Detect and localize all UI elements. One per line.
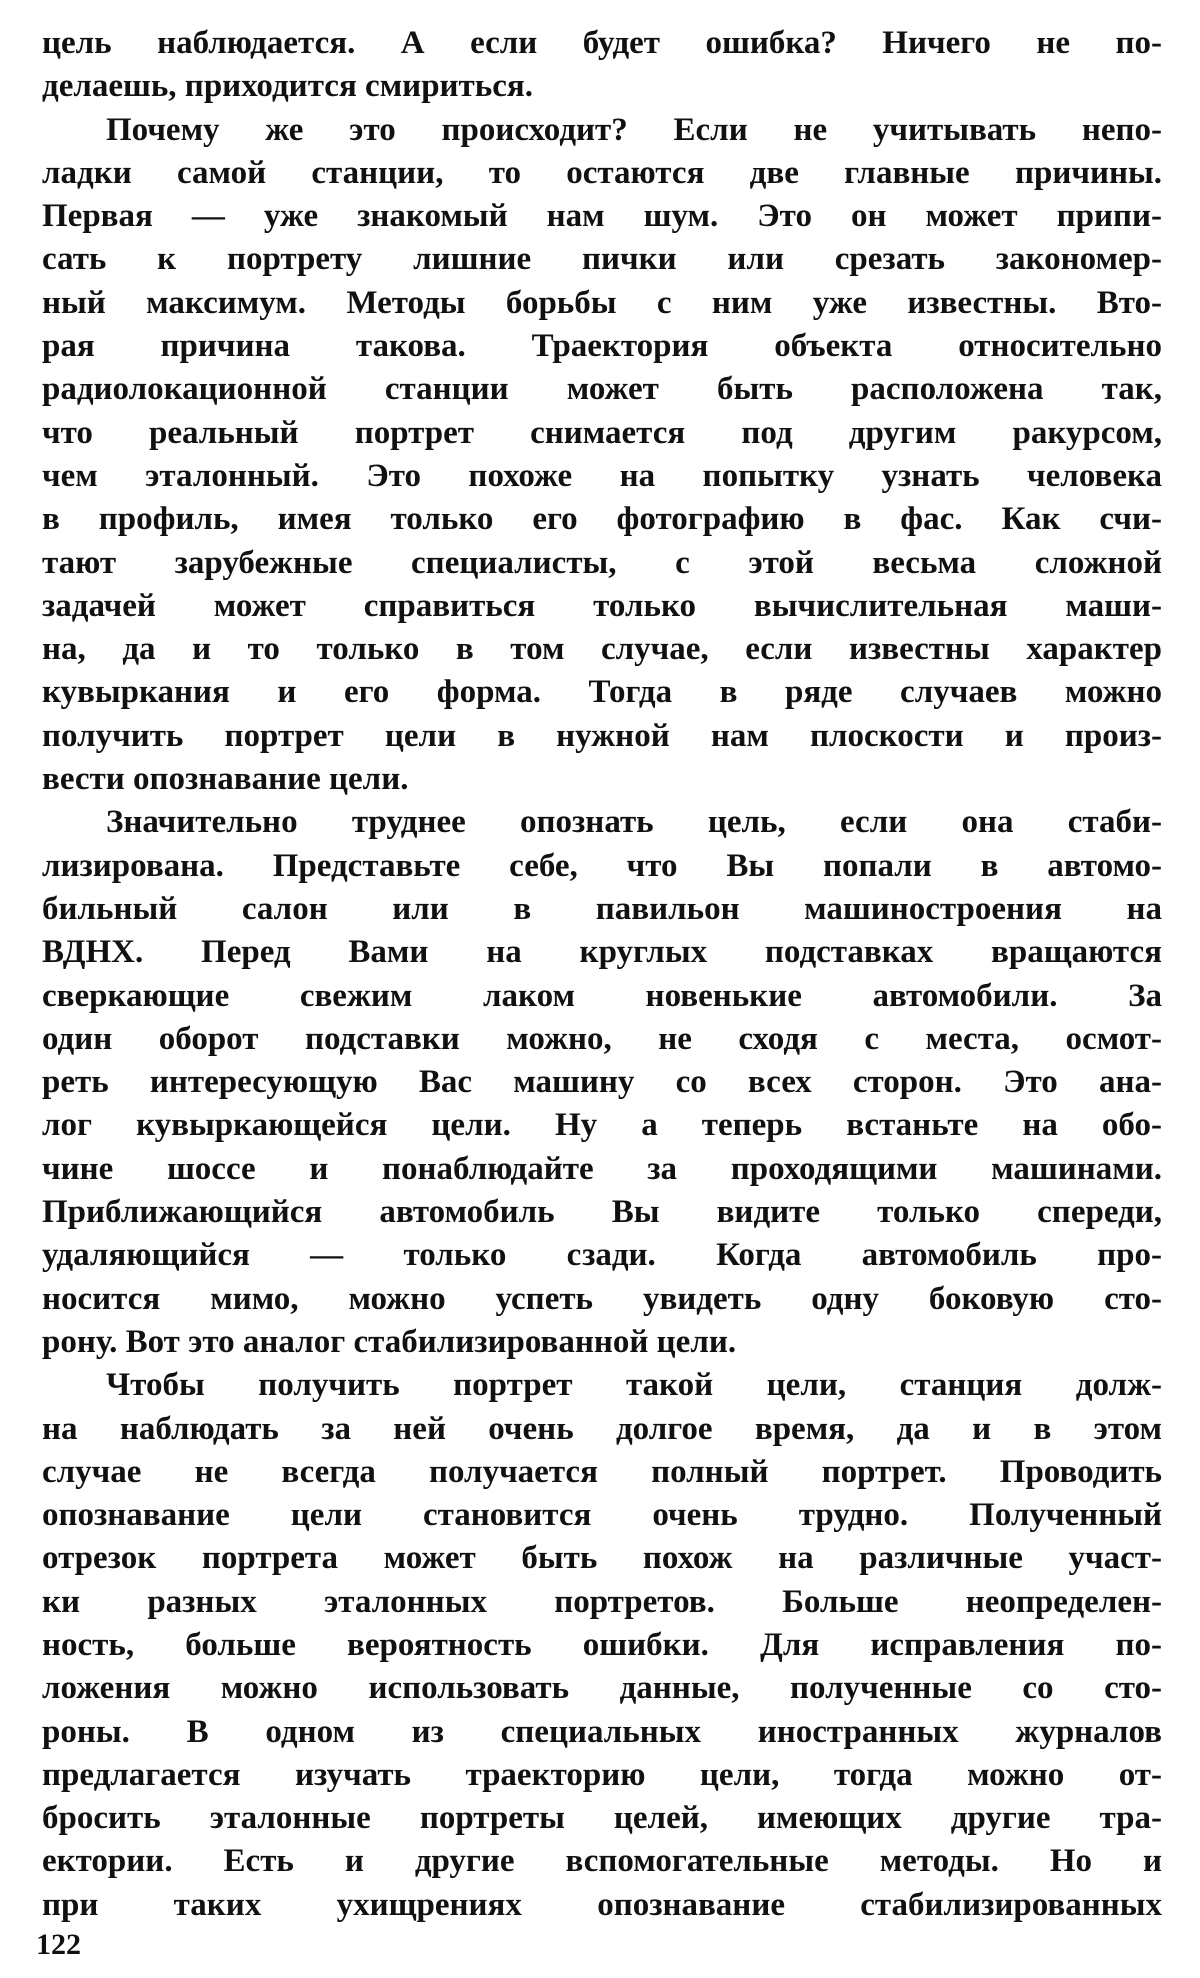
text-line: сверкающие свежим лаком новенькие автомобили. За xyxy=(42,977,1162,1014)
text-line: один оборот подставки можно, не сходя с места, осмот- xyxy=(42,1020,1162,1057)
text-line: Приближающийся автомобиль Вы видите только спереди, xyxy=(42,1194,1162,1231)
text-line: задачей может справиться только вычислительная маши- xyxy=(42,587,1162,624)
text-line: чем эталонный. Это похоже на попытку узнать человека xyxy=(42,457,1162,494)
text-line: лог кувыркающейся цели. Ну а теперь встаньте на обо- xyxy=(42,1107,1162,1144)
text-line: сать к портрету лишние пички или срезать закономер- xyxy=(42,241,1162,278)
text-line: ВДНХ. Перед Вами на круглых подставках вращаются xyxy=(42,934,1162,971)
text-line: бильный салон или в павильон машиностроения на xyxy=(42,890,1162,927)
text-line: ладки самой станции, то остаются две главные причины. xyxy=(42,154,1162,191)
text-line: опознавание цели становится очень трудно. Полученный xyxy=(42,1497,1162,1534)
text-line: делаешь, приходится смириться. xyxy=(42,68,533,105)
text-line: Почему же это происходит? Если не учитывать непо- xyxy=(106,111,1162,148)
text-line: Первая — уже знакомый нам шум. Это он может припи- xyxy=(42,198,1162,235)
text-line: ный максимум. Методы борьбы с ним уже известны. Вто- xyxy=(42,284,1162,321)
text-line: чине шоссе и понаблюдайте за проходящими машинами. xyxy=(42,1150,1162,1187)
text-line: носится мимо, можно успеть увидеть одну боковую сто- xyxy=(42,1280,1162,1317)
text-line: реть интересующую Вас машину со всех сторон. Это ана- xyxy=(42,1064,1162,1101)
text-line: Чтобы получить портрет такой цели, станция долж- xyxy=(106,1367,1162,1404)
text-line: ки разных эталонных портретов. Больше неопределен- xyxy=(42,1583,1162,1620)
text-line: рая причина такова. Траектория объекта относительно xyxy=(42,328,1162,365)
text-line: цель наблюдается. А если будет ошибка? Ничего не по- xyxy=(42,25,1162,61)
text-line: бросить эталонные портреты целей, имеющих другие тра- xyxy=(42,1800,1162,1837)
paragraph-4 xyxy=(42,1364,1162,1927)
text-line: при таких ухищрениях опознавание стабилизированных xyxy=(42,1886,1162,1923)
text-line: в профиль, имея только его фотографию в фас. Как счи- xyxy=(42,501,1162,538)
text-line: роны. В одном из специальных иностранных журналов xyxy=(42,1713,1162,1750)
text-line: что реальный портрет снимается под другим ракурсом, xyxy=(42,414,1162,451)
text-line: рону. Вот это аналог стабилизированной цели. xyxy=(42,1323,737,1360)
text-line: случае не всегда получается полный портрет. Проводить xyxy=(42,1453,1162,1490)
page-body xyxy=(42,22,1162,1927)
text-line: тают зарубежные специалисты, с этой весьма сложной xyxy=(42,544,1162,581)
text-line: Значительно труднее опознать цель, если она стаби- xyxy=(106,804,1162,841)
text-line: получить портрет цели в нужной нам плоскости и произ- xyxy=(42,717,1162,754)
text-line: ность, больше вероятность ошибки. Для исправления по- xyxy=(42,1626,1162,1663)
paragraph-1 xyxy=(42,22,1162,109)
paragraph-3 xyxy=(42,801,1162,1364)
page-number: 122 xyxy=(36,1928,81,1961)
text-line: удаляющийся — только сзади. Когда автомобиль про- xyxy=(42,1237,1162,1274)
text-line: ектории. Есть и другие вспомогательные методы. Но и xyxy=(42,1843,1162,1880)
text-line: вести опознавание цели. xyxy=(42,761,409,798)
text-line: предлагается изучать траекторию цели, тогда можно от- xyxy=(42,1756,1162,1793)
text-line: кувыркания и его форма. Тогда в ряде случаев можно xyxy=(42,674,1162,711)
text-line: ложения можно использовать данные, полученные со сто- xyxy=(42,1670,1162,1707)
text-line: на, да и то только в том случае, если известны характер xyxy=(42,631,1162,668)
text-line: радиолокационной станции может быть расположена так, xyxy=(42,371,1162,408)
text-line: лизирована. Представьте себе, что Вы попали в автомо- xyxy=(42,847,1162,884)
text-line: на наблюдать за ней очень долгое время, да и в этом xyxy=(42,1410,1162,1447)
text-line: отрезок портрета может быть похож на различные участ- xyxy=(42,1540,1162,1577)
paragraph-2 xyxy=(42,109,1162,802)
